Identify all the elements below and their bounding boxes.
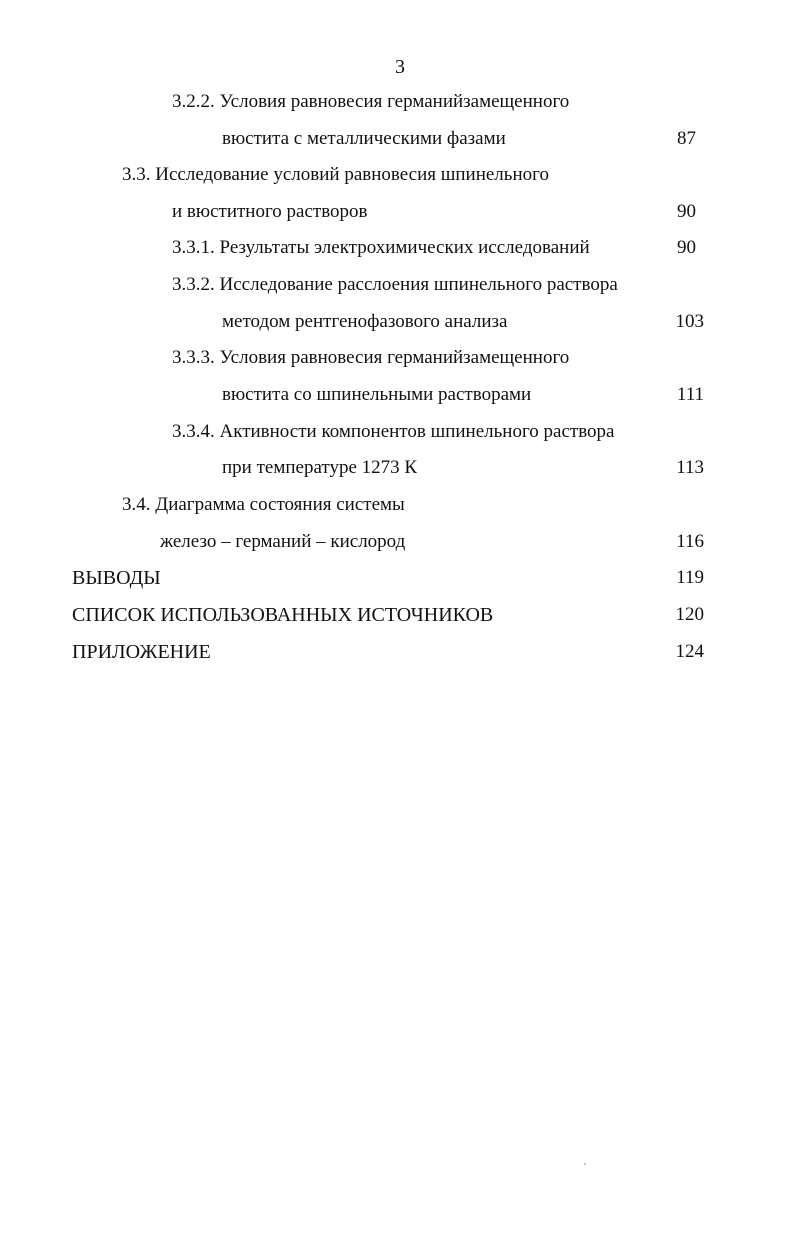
toc-page-number: 116 <box>676 531 704 552</box>
toc-page-number: 90 <box>677 237 696 258</box>
toc-page-number: 119 <box>676 567 704 588</box>
toc-entry-title-continued: методом рентгенофазового анализа <box>222 311 508 332</box>
toc-entry-title: 3.3.1. Результаты электрохимических исследований <box>172 237 590 258</box>
toc-entry-title: ВЫВОДЫ <box>72 567 161 589</box>
toc-entry-title: 3.3.3. Условия равновесия германийзамещенного <box>172 347 570 368</box>
toc-page-number: 90 <box>677 201 696 222</box>
toc-entry-title: 3.3.2. Исследование расслоения шпинельного раствора <box>172 274 618 295</box>
toc-page-number: 87 <box>677 128 696 149</box>
toc-entry-title-continued: железо – германий – кислород <box>160 531 406 552</box>
toc-entry-title: 3.3. Исследование условий равновесия шпинельного <box>122 164 549 185</box>
toc-entry-title: 3.3.4. Активности компонентов шпинельного раствора <box>172 421 615 442</box>
toc-entry-title-continued: при температуре 1273 К <box>222 457 418 478</box>
toc-entry-title: 3.4. Диаграмма состояния системы <box>122 494 405 515</box>
toc-page-number: 124 <box>675 641 704 662</box>
toc-entry-title: ПРИЛОЖЕНИЕ <box>72 641 211 663</box>
page-number: 3 <box>395 56 405 78</box>
toc-entry-title: 3.2.2. Условия равновесия германийзамещенного <box>172 91 570 112</box>
toc-entry-title-continued: вюстита со шпинельными растворами <box>222 384 532 405</box>
toc-entry-title: СПИСОК ИСПОЛЬЗОВАННЫХ ИСТОЧНИКОВ <box>72 604 494 626</box>
toc-page-number: 120 <box>675 604 704 625</box>
toc-page-number: 111 <box>676 384 704 405</box>
toc-page-number: 113 <box>676 457 704 478</box>
toc-page-number: 103 <box>675 311 704 332</box>
scan-speck <box>584 1163 586 1165</box>
toc-entry-title-continued: и вюститного растворов <box>172 201 368 222</box>
toc-entry-title-continued: вюстита с металлическими фазами <box>222 128 506 149</box>
